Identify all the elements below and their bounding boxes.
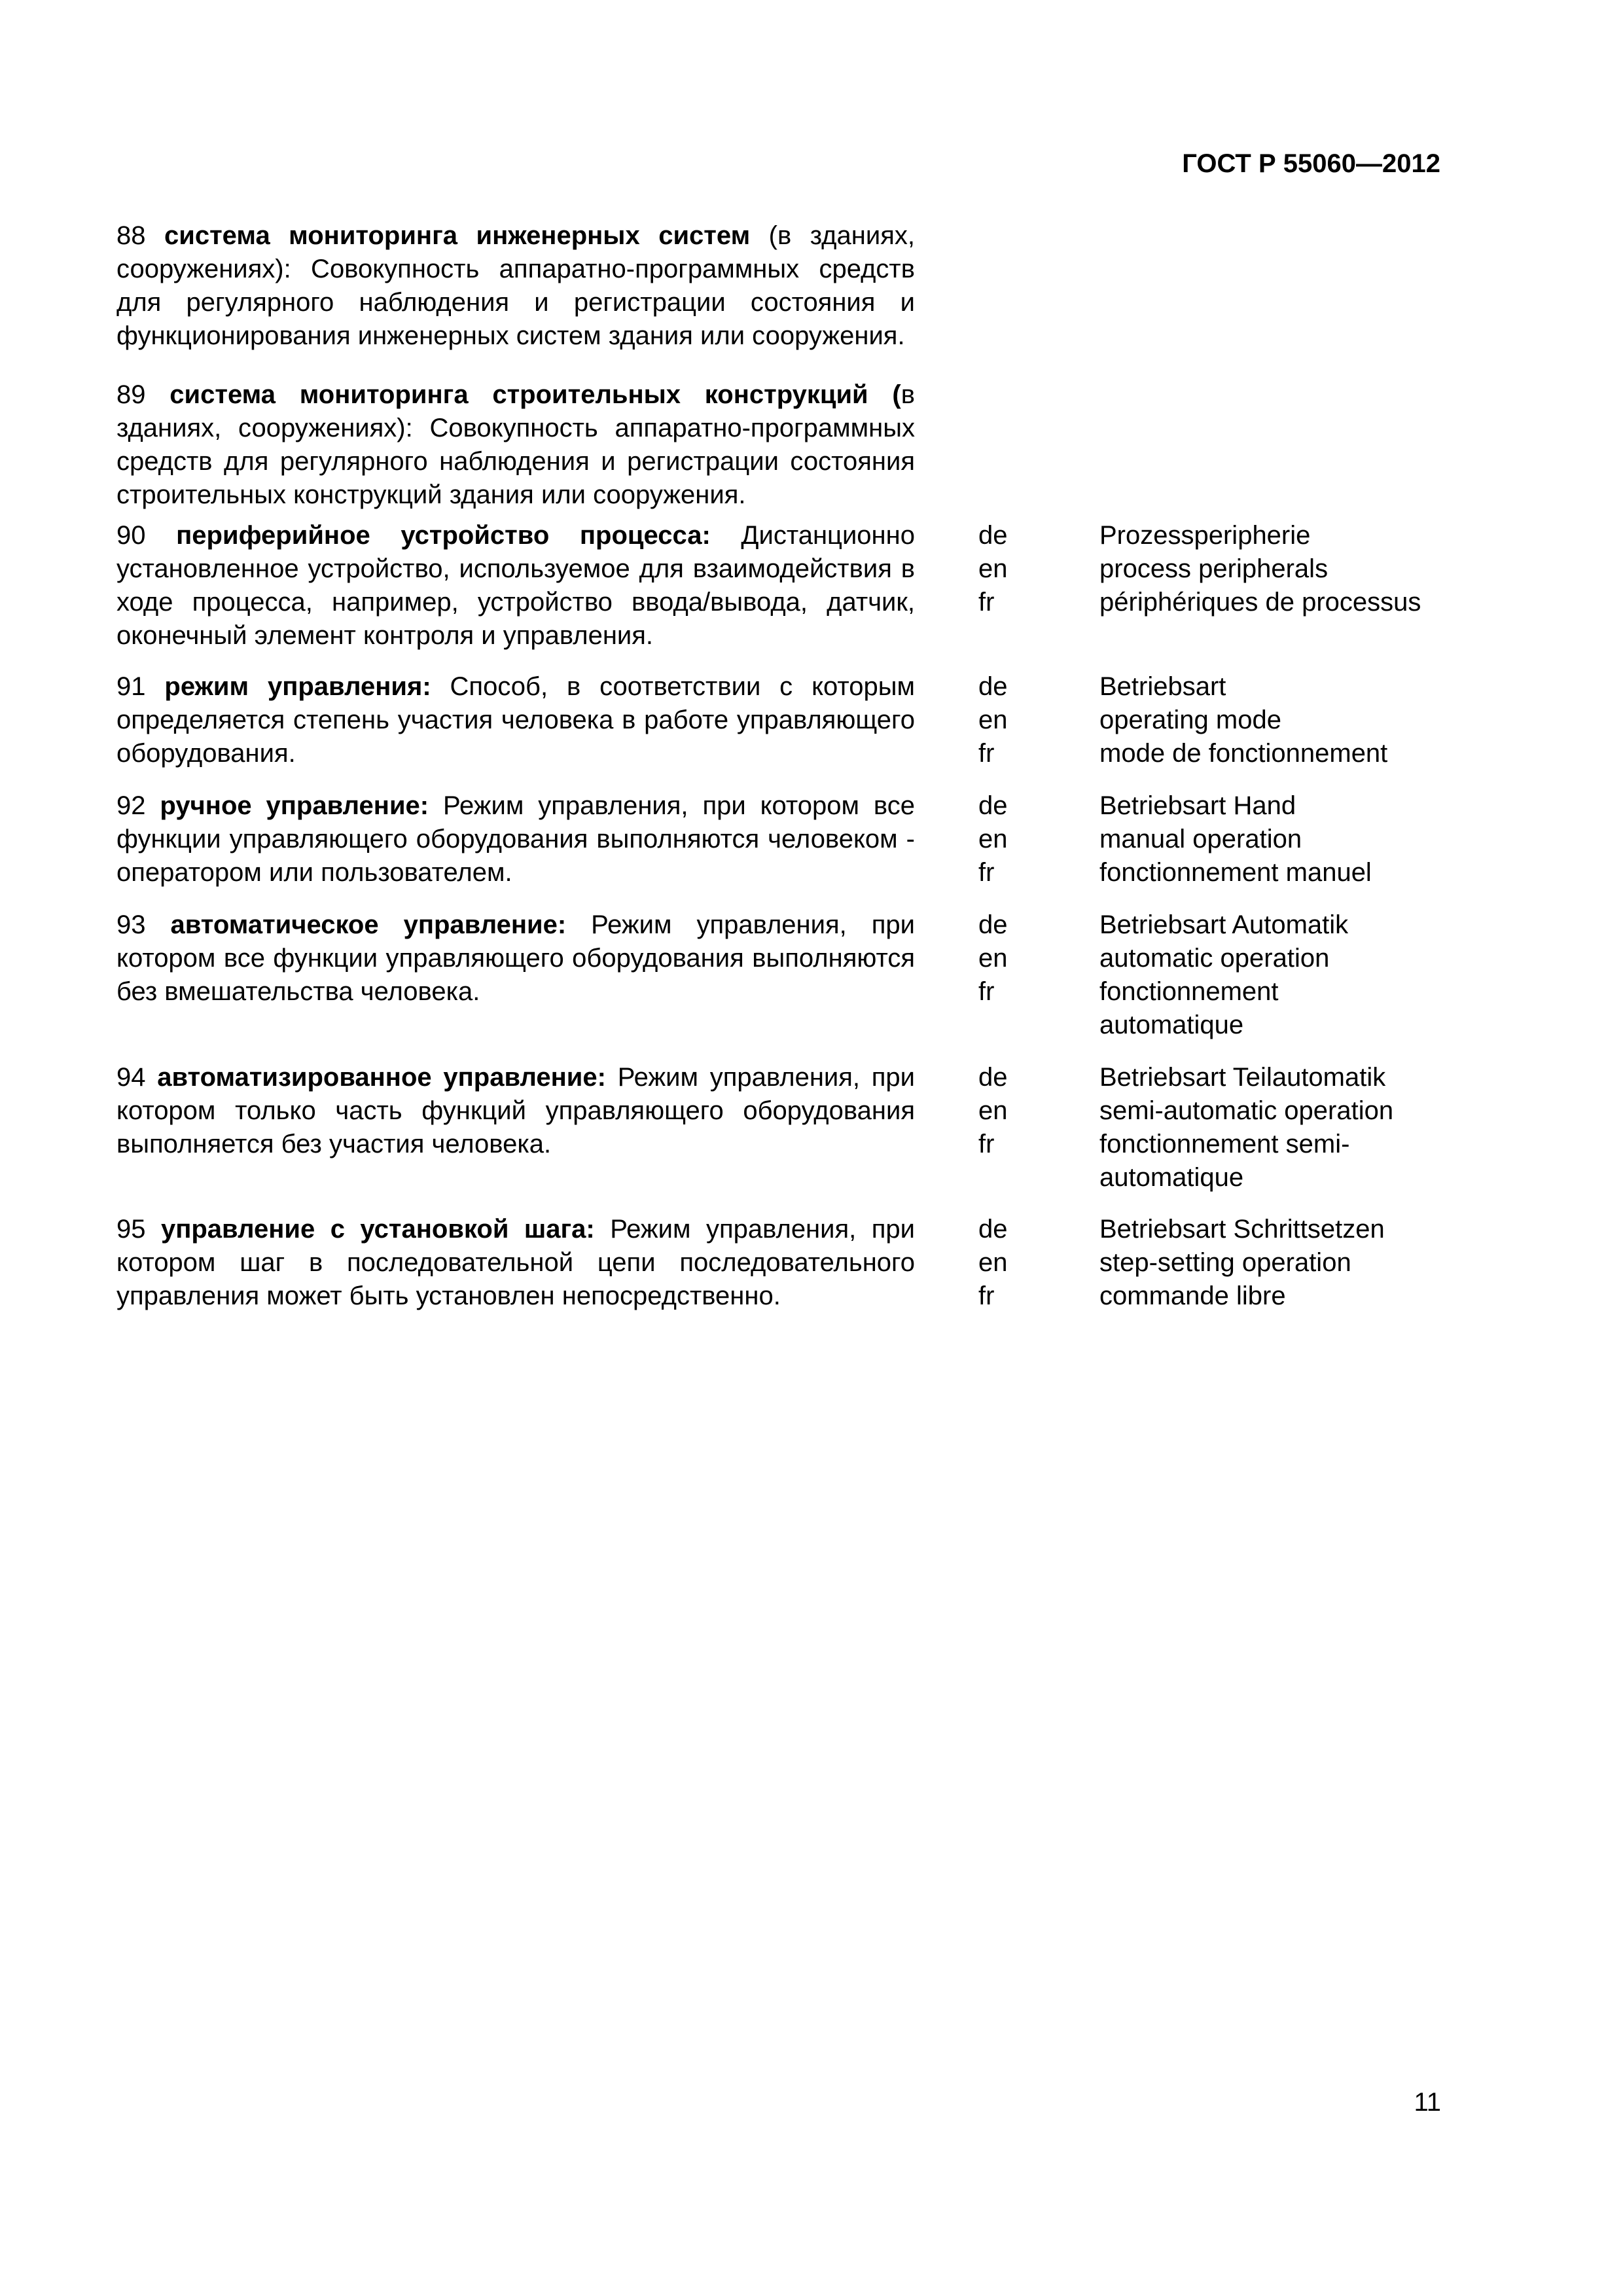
foreign-equivalents (1099, 1061, 1427, 1194)
lang-code-en: en (978, 944, 1008, 973)
lang-code-en: en (978, 1096, 1008, 1125)
entry-term: периферийное устройство процесса: (176, 521, 711, 550)
entry-definition: Режим управления, при котором шаг в последовательной цепи последовательного управления может быть установлен непосредственно. (116, 1215, 915, 1310)
lang-code-fr: fr (978, 588, 995, 617)
entry-term: система мониторинга строительных конструкций ( (169, 380, 901, 409)
entry-number: 93 (116, 910, 146, 939)
entry-number: 95 (116, 1215, 146, 1244)
equivalent-fr: fonctionnement automatique (1099, 977, 1279, 1039)
foreign-equivalents (1099, 789, 1466, 889)
entry-number: 94 (116, 1063, 146, 1092)
equivalent-en: semi-automatic operation (1099, 1096, 1394, 1125)
entry-text (116, 670, 915, 770)
equivalent-en: manual operation (1099, 825, 1302, 853)
language-codes (978, 519, 1083, 619)
lang-code-de: de (978, 521, 1008, 550)
entry-text (116, 1061, 915, 1161)
equivalent-de: Betriebsart Hand (1099, 791, 1296, 820)
language-codes (978, 1061, 1083, 1161)
equivalent-de: Betriebsart Automatik (1099, 910, 1349, 939)
entry-number: 90 (116, 521, 146, 550)
entry-text (116, 219, 915, 353)
foreign-equivalents (1099, 670, 1466, 770)
entry-text (116, 519, 915, 653)
entry-term: система мониторинга инженерных систем (164, 221, 751, 250)
lang-code-en: en (978, 554, 1008, 583)
equivalent-fr: fonctionnement manuel (1099, 858, 1372, 887)
equivalent-de: Betriebsart Teilautomatik (1099, 1063, 1386, 1092)
entry-text (116, 908, 915, 1009)
entry-term: режим управления: (164, 672, 431, 701)
entry-term: управление с установкой шага: (160, 1215, 595, 1244)
lang-code-de: de (978, 1063, 1008, 1092)
equivalent-en: step-setting operation (1099, 1248, 1351, 1277)
language-codes (978, 670, 1083, 770)
lang-code-fr: fr (978, 858, 995, 887)
entry-definition: Дистанционно установленное устройство, используемое для взаимодействия в ходе процесса, например, устройство ввода/вывода, датчик, оконечный элемент контроля и управления. (116, 521, 915, 650)
equivalent-fr: fonctionnement semi-automatique (1099, 1130, 1350, 1192)
entry-text (116, 378, 915, 512)
lang-code-en: en (978, 825, 1008, 853)
lang-code-en: en (978, 706, 1008, 734)
language-codes (978, 908, 1083, 1009)
equivalent-fr: mode de fonctionnement (1099, 739, 1388, 768)
lang-code-de: de (978, 1215, 1008, 1244)
foreign-equivalents (1099, 519, 1466, 619)
entry-text (116, 1213, 915, 1313)
foreign-equivalents (1099, 908, 1387, 1042)
equivalent-en: operating mode (1099, 706, 1281, 734)
entry-definition: в зданиях, сооружениях): Совокупность аппаратно-программных средств для регулярного наблюдения и регистрации состояния строительных конструкций здания или сооружения. (116, 380, 915, 509)
foreign-equivalents (1099, 1213, 1466, 1313)
entry-definition: Режим управления, при котором все функции управляющего оборудования выполняются без вмешательства человека. (116, 910, 915, 1006)
entry-definition: Режим управления, при котором все функции управляющего оборудования выполняются человеком - оператором или пользователем. (116, 791, 915, 887)
entry-number: 88 (116, 221, 146, 250)
language-codes (978, 1213, 1083, 1313)
entry-definition: (в зданиях, сооружениях): Совокупность аппаратно-программных средств для регулярного наблюдения и регистрации состояния и функционирования инженерных систем здания или сооружения. (116, 221, 915, 350)
entry-definition: Способ, в соответствии с которым определяется степень участия человека в работе управляющего оборудования. (116, 672, 915, 768)
lang-code-de: de (978, 791, 1008, 820)
lang-code-fr: fr (978, 739, 995, 768)
equivalent-en: process peripherals (1099, 554, 1329, 583)
equivalent-de: Betriebsart (1099, 672, 1226, 701)
lang-code-de: de (978, 672, 1008, 701)
lang-code-fr: fr (978, 1282, 995, 1310)
standard-code: ГОСТ Р 55060—2012 (1182, 149, 1440, 178)
entry-number: 89 (116, 380, 146, 409)
entry-number: 92 (116, 791, 146, 820)
page-number: 11 (1414, 2088, 1441, 2117)
entry-definition: Режим управления, при котором только часть функций управляющего оборудования выполняется без участия человека. (116, 1063, 915, 1158)
equivalent-fr: périphériques de processus (1099, 588, 1421, 617)
equivalent-de: Prozessperipherie (1099, 521, 1311, 550)
lang-code-fr: fr (978, 1130, 995, 1158)
entry-term: автоматизированное управление: (157, 1063, 606, 1092)
entry-text (116, 789, 915, 889)
equivalent-de: Betriebsart Schrittsetzen (1099, 1215, 1385, 1244)
entry-term: ручное управление: (160, 791, 429, 820)
entry-number: 91 (116, 672, 146, 701)
language-codes (978, 789, 1083, 889)
lang-code-de: de (978, 910, 1008, 939)
equivalent-en: automatic operation (1099, 944, 1330, 973)
lang-code-fr: fr (978, 977, 995, 1006)
entry-term: автоматическое управление: (170, 910, 567, 939)
equivalent-fr: commande libre (1099, 1282, 1286, 1310)
lang-code-en: en (978, 1248, 1008, 1277)
